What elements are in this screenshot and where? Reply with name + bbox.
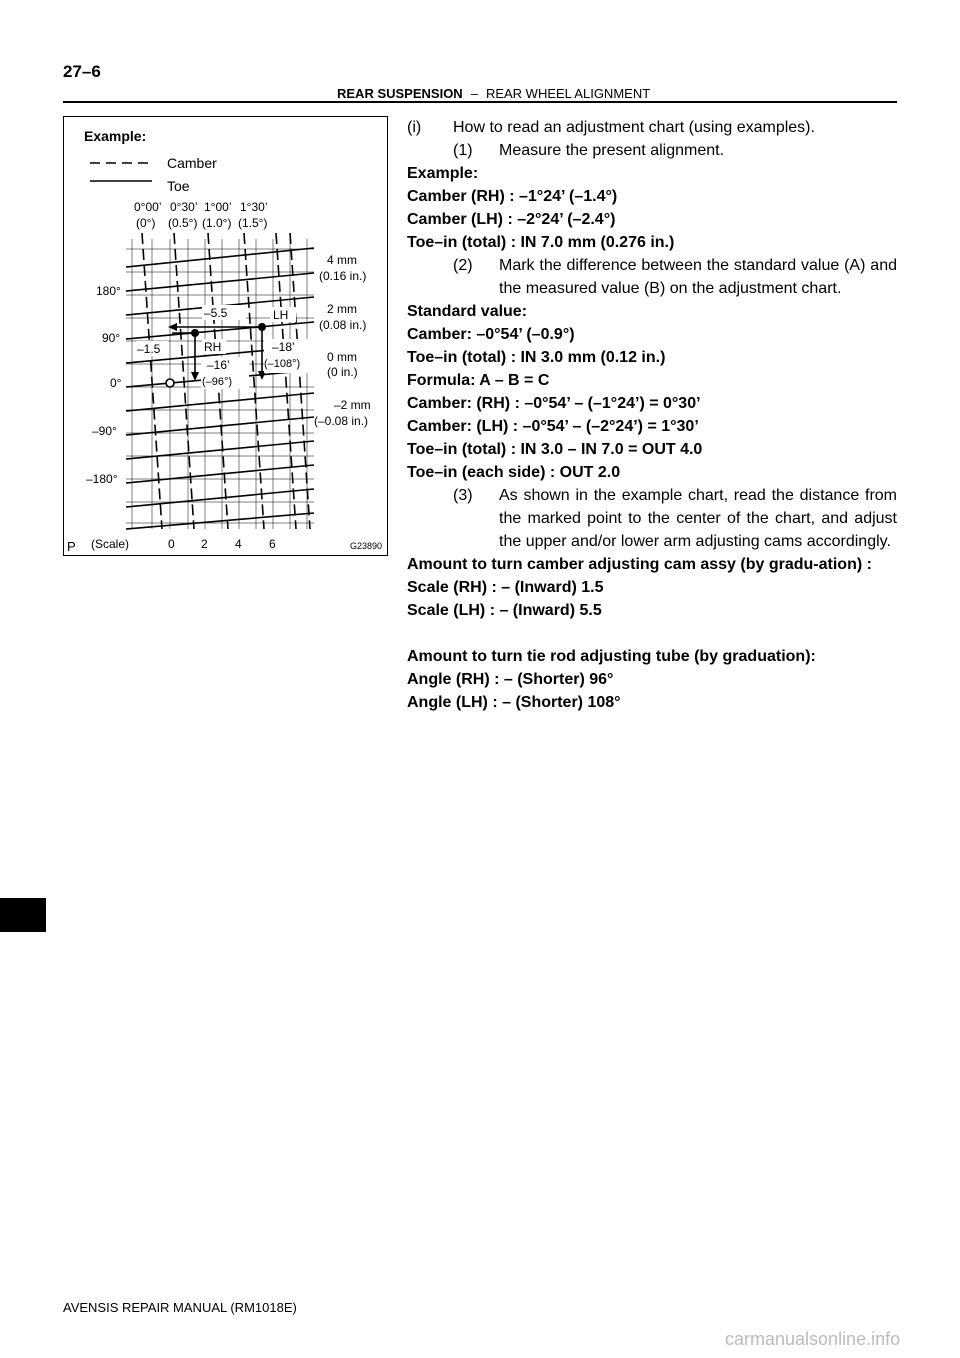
step-1: (1) Measure the present alignment. (453, 142, 725, 159)
toe-line (126, 513, 314, 529)
example-annotations (136, 305, 314, 389)
scale-label: (Scale) (91, 537, 130, 551)
scale-lh: Scale (LH) : – (Inward) 5.5 (407, 602, 602, 619)
procedure-text (407, 116, 897, 714)
top-sublabel-0: (0°) (136, 216, 156, 230)
calc-toe-each: Toe–in (each side) : OUT 2.0 (407, 464, 621, 481)
calc-camber-lh: Camber: (LH) : –0°54’ – (–2°24’) = 1°30’ (407, 418, 699, 435)
toe-line (126, 417, 314, 435)
annot-lh-scale: –5.5 (204, 306, 228, 320)
page-number: 27–6 (63, 62, 101, 81)
formula: Formula: A – B = C (407, 372, 550, 389)
right-label-mm-1: 2 mm (327, 302, 357, 316)
scale-value-3: 6 (269, 537, 276, 551)
watermark: carmanualsonline.info (725, 1329, 901, 1349)
annot-rh-min: –16’ (207, 358, 230, 372)
toe-line (126, 248, 314, 267)
step-2: (2) Mark the difference between the standard value (A) and the measured value (B) on the adjustment chart. (453, 257, 897, 297)
arrow-head (168, 323, 177, 331)
right-axis-labels (314, 253, 371, 428)
right-label-in-2: (0 in.) (327, 365, 358, 379)
toe-line (126, 489, 314, 507)
annot-lh: LH (273, 308, 289, 322)
left-label-3: –90° (92, 424, 117, 438)
running-header (337, 86, 650, 101)
annot-rh: RH (204, 340, 222, 354)
annot-rh-deg: (–96°) (202, 376, 233, 388)
footer-manual: AVENSIS REPAIR MANUAL (RM1018E) (63, 1300, 297, 1315)
calc-toe-total: Toe–in (total) : IN 3.0 – IN 7.0 = OUT 4.0 (407, 441, 703, 458)
section-title: REAR SUSPENSION (337, 86, 463, 101)
right-label-in-0: (0.16 in.) (319, 269, 367, 283)
figure-title: Example: (84, 128, 147, 144)
marker-p: P (67, 539, 76, 554)
left-label-4: –180° (86, 472, 118, 486)
top-sublabel-2: (1.0°) (202, 216, 232, 230)
calc-camber-rh: Camber: (RH) : –0°54’ – (–1°24’) = 0°30’ (407, 395, 701, 412)
left-label-2: 0° (110, 376, 122, 390)
annot-rh-scale: –1.5 (137, 342, 161, 356)
legend-camber-label: Camber (167, 155, 217, 171)
toe-line (126, 322, 314, 339)
example-camber-lh: Camber (LH) : –2°24’ (–2.4°) (407, 211, 616, 228)
standard-camber: Camber: –0°54’ (–0.9°) (407, 326, 575, 343)
left-label-1: 90° (102, 331, 121, 345)
angle-lh: Angle (LH) : – (Shorter) 108° (407, 694, 621, 711)
section-tab-marker (0, 898, 46, 932)
adjustment-chart-figure (63, 116, 388, 556)
example-heading: Example: (407, 165, 479, 182)
top-label-0: 0°00’ (134, 200, 162, 214)
spacer (407, 622, 897, 645)
left-axis-labels (86, 284, 122, 486)
arrow-head (191, 372, 199, 381)
top-label-3: 1°30’ (240, 200, 268, 214)
example-camber-rh: Camber (RH) : –1°24’ (–1.4°) (407, 188, 618, 205)
scale-value-1: 2 (201, 537, 208, 551)
scale-rh: Scale (RH) : – (Inward) 1.5 (407, 579, 604, 596)
header-rule (63, 101, 897, 103)
center-point (166, 379, 174, 387)
figure-code: G23890 (350, 541, 383, 551)
camber-cam-heading: Amount to turn camber adjusting cam assy (by gradu-ation) : (407, 556, 872, 573)
tie-rod-heading: Amount to turn tie rod adjusting tube (by graduation): (407, 648, 816, 665)
angle-rh: Angle (RH) : – (Shorter) 96° (407, 671, 614, 688)
standard-value-heading: Standard value: (407, 303, 528, 320)
top-label-1: 0°30’ (170, 200, 198, 214)
top-axis-labels (134, 200, 268, 230)
top-sublabel-1: (0.5°) (168, 216, 198, 230)
annot-lh-min: –18’ (272, 340, 295, 354)
top-sublabel-3: (1.5°) (238, 216, 268, 230)
right-label-mm-3: –2 mm (334, 398, 371, 412)
toe-line (126, 441, 314, 459)
right-label-mm-2: 0 mm (327, 350, 357, 364)
step-3: (3) As shown in the example chart, read the distance from the marked point to the center of the chart, and adjust the upper and/or lower arm adjusting cams accordingly. (453, 487, 897, 550)
scale-value-0: 0 (168, 537, 175, 551)
header-separator: – (470, 86, 478, 101)
right-label-in-1: (0.08 in.) (319, 318, 367, 332)
standard-toe-in: Toe–in (total) : IN 3.0 mm (0.12 in.) (407, 349, 666, 366)
adjustment-chart (64, 117, 389, 557)
left-label-0: 180° (96, 284, 121, 298)
scale-value-2: 4 (235, 537, 242, 551)
top-label-2: 1°00’ (204, 200, 232, 214)
right-label-in-3: (–0.08 in.) (314, 414, 369, 428)
annot-lh-deg: (–108°) (264, 358, 301, 370)
right-label-mm-0: 4 mm (327, 253, 357, 267)
toe-line (126, 273, 314, 291)
legend-toe-label: Toe (167, 178, 190, 194)
step-i: (i) How to read an adjustment chart (using examples). (407, 119, 815, 136)
example-toe-in: Toe–in (total) : IN 7.0 mm (0.276 in.) (407, 234, 675, 251)
subsection-title: REAR WHEEL ALIGNMENT (485, 86, 651, 101)
toe-line (126, 465, 314, 483)
